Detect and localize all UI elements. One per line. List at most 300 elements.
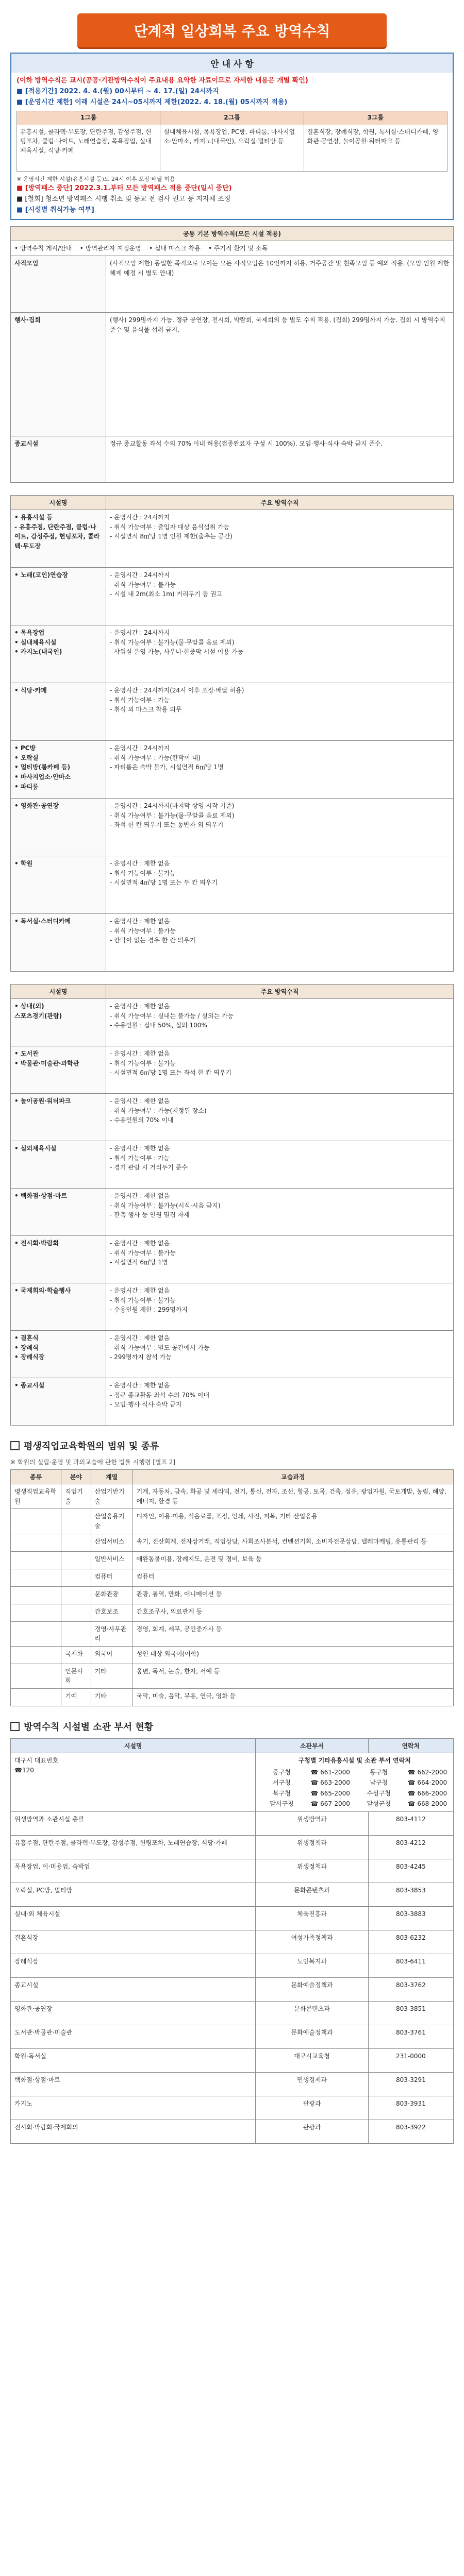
district-name: 수성구청 xyxy=(367,1789,391,1797)
section-title xyxy=(10,1720,454,1733)
phone-cell[interactable]: 803-3291 xyxy=(368,2072,453,2096)
table-row xyxy=(11,1977,454,2001)
facility-cell: 유흥주점, 단란주점, 콜라텍·무도장, 감성주점, 헌팅포차, 노래연습장, 식당·카페 xyxy=(11,1835,256,1859)
field-cell xyxy=(61,1621,91,1646)
table-row xyxy=(11,1930,454,1954)
col-header: 시설명 xyxy=(11,985,106,999)
table-row xyxy=(11,1046,454,1094)
rule-line: - 수용인원 제한 : 299명까지 xyxy=(110,1306,188,1314)
facility-name xyxy=(11,683,106,741)
rule-line: - 운영시간 : 제한 없음 xyxy=(110,1003,170,1010)
facility-rules xyxy=(106,1094,454,1141)
table-row xyxy=(11,1859,454,1883)
facility-name-line: • 노래(코인)연습장 xyxy=(14,571,68,579)
facility-name xyxy=(11,856,106,914)
track-cell: 산업기반기술 xyxy=(91,1484,132,1509)
table-row xyxy=(11,1283,454,1331)
table-row xyxy=(11,2001,454,2025)
course-cell: 웅변, 독서, 논술, 한자, 서예 등 xyxy=(132,1664,453,1688)
table-row xyxy=(11,1621,454,1646)
facility-name-line: • 상내(외) xyxy=(14,1003,44,1010)
district-tel: ☎ 664-2000 xyxy=(407,1779,448,1787)
course-cell: 경영, 회계, 세무, 공인중개사 등 xyxy=(132,1621,453,1646)
facility-cell: 종교시설 xyxy=(11,1977,256,2001)
phone-cell[interactable]: 803-3853 xyxy=(368,1883,453,1906)
rule-line: - 모임·행사·식사·숙박 금지 xyxy=(110,1401,182,1409)
district-tel: ☎ 668-2000 xyxy=(407,1800,448,1808)
facility-name xyxy=(11,1331,106,1378)
facility-rules xyxy=(106,1046,454,1094)
table-row xyxy=(11,1141,454,1189)
rule-line: - 칸막이 없는 경우 한 칸 띄우기 xyxy=(110,937,196,944)
facility-name xyxy=(11,1378,106,1426)
district-name: 북구청 xyxy=(273,1789,291,1797)
table-row xyxy=(11,2025,454,2048)
track-cell: 간호보조 xyxy=(91,1604,132,1621)
course-cell: 속기, 전산회계, 전자상거래, 직업상담, 사회조사분석, 컨벤션기획, 소비자전문상담, 텔레마케팅, 유통관리 등 xyxy=(132,1534,453,1551)
kind-cell xyxy=(11,1604,61,1621)
facility-rules xyxy=(106,510,454,568)
course-cell: 컴퓨터 xyxy=(132,1569,453,1586)
col-header: 분야 xyxy=(61,1470,91,1484)
district-name: 동구청 xyxy=(370,1768,388,1776)
district-tel: ☎ 666-2000 xyxy=(407,1789,448,1797)
rule-line: - 취식 가능여부 : 가능 xyxy=(110,696,170,704)
common-head: 공통 기본 방역수칙(모든 시설 적용) xyxy=(11,226,454,241)
rule-line: - 운영시간 : 24시까지 xyxy=(110,744,170,752)
kind-cell xyxy=(11,1621,61,1646)
dept-cell: 위생정책과 xyxy=(256,1835,368,1859)
notice-youth: ■ [철회] 청소년 방역패스 시행 취소 및 등교 전 검사 권고 등 지자체 조정 xyxy=(16,195,231,203)
course-cell: 간호조무사, 의료관계 등 xyxy=(132,1604,453,1621)
track-cell: 컴퓨터 xyxy=(91,1569,132,1586)
facility-cell: 학원·독서실 xyxy=(11,2048,256,2072)
group-body: 실내체육시설, 목욕장업, PC방, 파티룸, 마사지업소·안마소, 카지노(내국인), 오락실·멀티방 등 xyxy=(163,128,295,145)
row-label: 종교시설 xyxy=(11,436,106,483)
district-tel: ☎ 661-2000 xyxy=(310,1768,350,1776)
rule-line: - 시설 내 2m(최소 1m) 거리두기 등 권고 xyxy=(110,590,223,598)
facility-name-line: • 목욕장업 xyxy=(14,629,45,637)
facility-name-line: • 백화점·상점·마트 xyxy=(14,1192,68,1200)
dept-cell: 여성가족정책과 xyxy=(256,1930,368,1954)
rule-line: - 취식 가능여부 : 불가능 xyxy=(110,927,176,935)
track-cell: 기타 xyxy=(91,1664,132,1688)
phone-cell[interactable]: 803-3883 xyxy=(368,1906,453,1930)
rule-line: - 좌석 한 칸 띄우기 또는 동반자 외 띄우기 xyxy=(110,821,224,829)
table-row xyxy=(11,999,454,1046)
phone-cell[interactable]: 803-6411 xyxy=(368,1954,453,1977)
course-cell: 관광, 통역, 만화, 애니메이션 등 xyxy=(132,1586,453,1604)
col-header: 시설명 xyxy=(11,1738,256,1753)
facility-name xyxy=(11,999,106,1046)
facility-rules xyxy=(106,1331,454,1378)
facility-name-line: • 유흥시설 등 xyxy=(14,514,53,521)
facility-cell: 결혼식장 xyxy=(11,1930,256,1954)
phone-cell[interactable]: 803-3922 xyxy=(368,2120,453,2143)
rule-line: - 운영시간 : 24시까지 xyxy=(110,629,170,637)
facility-name-line: • 도서관 xyxy=(14,1050,39,1058)
dept-cell: 관광과 xyxy=(256,2096,368,2120)
table-row xyxy=(11,1646,454,1664)
rule-line: - 취식 가능여부 : 별도 공간에서 가능 xyxy=(110,1344,210,1351)
kind-cell: 평생직업교육학원 xyxy=(11,1484,61,1509)
dept-cell: 문화예술정책과 xyxy=(256,2025,368,2048)
rule-line: - 수용인원 : 실내 50%, 실외 100% xyxy=(110,1022,207,1029)
facility-cell: 오락실, PC방, 멀티방 xyxy=(11,1883,256,1906)
hotline-label: 대구시 대표번호 xyxy=(14,1756,58,1764)
facility-name-line: • 전시회·박람회 xyxy=(14,1240,59,1247)
rule-line: - 운영시간 : 제한 없음 xyxy=(110,860,170,868)
common-item: • 방역수칙 게시/안내 xyxy=(14,244,72,252)
rule-line: - 운영시간 : 제한 없음 xyxy=(110,1334,170,1342)
table-row xyxy=(11,1551,454,1569)
checkbox-icon xyxy=(10,1722,20,1731)
facility-name xyxy=(11,1094,106,1141)
facility-name xyxy=(11,1283,106,1331)
page-title: 단계적 일상회복 주요 방역수칙 xyxy=(77,13,387,47)
facility-rules xyxy=(106,1378,454,1426)
course-cell: 기계, 자동차, 금속, 화공 및 세라믹, 전기, 통신, 전자, 조선, 항공, 토목, 건축, 섬유, 광업자원, 국토개발, 농림, 해양, 에너지, 환경 등 xyxy=(132,1484,453,1509)
facility-name xyxy=(11,1141,106,1189)
track-cell: 문화관광 xyxy=(91,1586,132,1604)
academy-table xyxy=(10,1469,454,1706)
rule-line: - 운영시간 : 제한 없음 xyxy=(110,1050,170,1058)
phone-cell[interactable]: 803-4212 xyxy=(368,1835,453,1859)
kind-cell xyxy=(11,1534,61,1551)
rule-line: - 취식 가능여부 : 불가능(물·무알콜 음료 제외) xyxy=(110,638,235,646)
table-row xyxy=(11,856,454,914)
dept-cell: 위생정책과 xyxy=(256,1859,368,1883)
facility-cell: 목욕장업, 이·미용업, 숙박업 xyxy=(11,1859,256,1883)
table-row xyxy=(11,741,454,799)
phone-cell[interactable]: 803-4112 xyxy=(368,1811,453,1835)
rule-line: - 취식 가능여부 : 가능(지정된 장소) xyxy=(110,1107,207,1114)
facility-name-line: • 장례식장 xyxy=(14,1353,45,1361)
phone-cell[interactable]: 803-3931 xyxy=(368,2096,453,2120)
rule-line: - 경기 관람 시 거리두기 준수 xyxy=(110,1164,188,1172)
col-header: 교습과정 xyxy=(132,1470,453,1484)
kind-cell xyxy=(11,1664,61,1688)
rule-line: - 샤워실 운영 가능, 사우나·한증막 시설 이용 가능 xyxy=(110,648,243,656)
rule-line: - 취식 가능여부 : 가능(칸막이 내) xyxy=(110,754,201,761)
dept-cell: 문화콘텐츠과 xyxy=(256,1883,368,1906)
facility-table-2 xyxy=(10,984,454,1426)
contact-table xyxy=(10,1738,454,2144)
notice-hours: ■ [운영시간 제한] 이래 시설은 24시~05시까지 제한(2022. 4. 18.(월) 05시까지 적용) xyxy=(16,98,288,106)
kind-cell xyxy=(11,1551,61,1569)
course-cell: 애완동물미용, 장례지도, 운전 및 정비, 보육 등 xyxy=(132,1551,453,1569)
facility-cell: 카지노 xyxy=(11,2096,256,2120)
rule-line: - 시설면적 6㎡당 1명 xyxy=(110,1259,168,1266)
facility-rules xyxy=(106,1141,454,1189)
district-tel: ☎ 663-2000 xyxy=(310,1779,350,1787)
table-row xyxy=(11,1811,454,1835)
facility-rules xyxy=(106,568,454,625)
row-text: (사적모임 제한) 동일한 목적으로 모이는 모든 사적모임은 10인까지 허용. 거주공간 및 친족모임 등 예외 적용. (모임 인원 제한 해제 예정 시 별도 안내) xyxy=(106,256,454,313)
field-cell xyxy=(61,1586,91,1604)
facility-name-line: • 파티룸 xyxy=(14,783,39,790)
facility-name-line: • 결혼식 xyxy=(14,1334,39,1342)
facility-name-line: 스포츠경기(관람) xyxy=(14,1012,62,1020)
track-cell: 일반서비스 xyxy=(91,1551,132,1569)
track-cell: 기타 xyxy=(91,1688,132,1706)
table-row xyxy=(11,914,454,972)
facility-name-line: • 독서실·스터디카페 xyxy=(14,918,71,925)
phone-cell[interactable]: 803-6232 xyxy=(368,1930,453,1954)
facility-cell: 영화관·공연장 xyxy=(11,2001,256,2025)
district-name: 남구청 xyxy=(370,1779,388,1787)
facility-name xyxy=(11,625,106,683)
facility-rules xyxy=(106,683,454,741)
course-cell: 디자인, 이용·미용, 식음료품, 포장, 인쇄, 사진, 피복, 기타 산업응용 xyxy=(132,1509,453,1534)
table-row xyxy=(11,625,454,683)
district-tel: ☎ 662-2000 xyxy=(407,1768,448,1776)
rule-line: - 취식 가능여부 : 불가능 xyxy=(110,581,176,588)
table-row xyxy=(11,2120,454,2143)
rule-line: - 취식 가능여부 : 불가능 xyxy=(110,1296,176,1304)
table-row xyxy=(11,1331,454,1378)
facility-name-line: • 종교시설 xyxy=(14,1382,45,1389)
facility-cell: 백화점·상점·마트 xyxy=(11,2072,256,2096)
kind-cell xyxy=(11,1586,61,1604)
field-cell xyxy=(61,1551,91,1569)
table-row xyxy=(11,568,454,625)
table-row xyxy=(11,1189,454,1236)
table-row xyxy=(11,1664,454,1688)
phone-cell[interactable]: 231-0000 xyxy=(368,2048,453,2072)
district-tel: ☎ 665-2000 xyxy=(310,1789,350,1797)
facility-name xyxy=(11,741,106,799)
rule-line: - 취식 외 마스크 착용 의무 xyxy=(110,706,182,714)
facility-cell: 도서관·박물관·미술관 xyxy=(11,2025,256,2048)
table-row xyxy=(11,1906,454,1930)
dept-cell: 대구시교육청 xyxy=(256,2048,368,2072)
facility-cell: 장례식장 xyxy=(11,1954,256,1977)
facility-name-line: • 국제회의·학술행사 xyxy=(14,1287,71,1295)
rule-line: - 판촉 행사 등 인원 밀집 자제 xyxy=(110,1211,190,1219)
rule-line: - 운영시간 : 24시까지 xyxy=(110,571,170,579)
facility-rules xyxy=(106,914,454,972)
dept-cell: 체육진흥과 xyxy=(256,1906,368,1930)
dept-cell: 문화예술정책과 xyxy=(256,1977,368,2001)
rule-line: - 수용인원의 70% 이내 xyxy=(110,1116,174,1124)
kind-cell xyxy=(11,1569,61,1586)
facility-name xyxy=(11,914,106,972)
district-name: 달서구청 xyxy=(270,1800,294,1808)
facility-name-line: • 학원 xyxy=(14,860,33,868)
rule-line: - 운영시간 : 24시까지(24시 이후 포장·배달 허용) xyxy=(110,687,244,694)
facility-name xyxy=(11,799,106,856)
facility-name xyxy=(11,1046,106,1094)
table-row xyxy=(11,1883,454,1906)
checkbox-icon xyxy=(10,1441,20,1450)
hotline-cell xyxy=(11,1753,256,1811)
notice-food: ■ [시설별 취식가능 여부] xyxy=(16,206,94,214)
facility-rules xyxy=(106,741,454,799)
facility-name xyxy=(11,510,106,568)
dept-cell: 노인복지과 xyxy=(256,1954,368,1977)
track-cell: 산업응용기술 xyxy=(91,1509,132,1534)
table-row xyxy=(11,1835,454,1859)
notice-box xyxy=(10,53,454,220)
phone-cell[interactable]: 803-4245 xyxy=(368,1859,453,1883)
table-row xyxy=(11,510,454,568)
facility-rules xyxy=(106,999,454,1046)
rule-line: - 취식 가능여부 : 가능 xyxy=(110,1154,170,1162)
table-row xyxy=(11,1509,454,1534)
common-item: • 방역관리자 지정운영 xyxy=(79,244,141,252)
group-head: 1그룹 xyxy=(17,111,160,124)
district-cell xyxy=(256,1753,454,1811)
rule-line: - 시설면적 6㎡당 1명 또는 좌석 한 칸 띄우기 xyxy=(110,1069,231,1077)
col-header: 계열 xyxy=(91,1470,132,1484)
phone-cell[interactable]: 803-3761 xyxy=(368,2025,453,2048)
facility-rules xyxy=(106,799,454,856)
table-row xyxy=(11,1604,454,1621)
rule-line: - 취식 가능여부 : 불가능(시식·시음 금지) xyxy=(110,1201,221,1209)
course-cell: 국악, 미술, 음악, 무용, 연극, 영화 등 xyxy=(132,1688,453,1706)
dept-cell: 문화콘텐츠과 xyxy=(256,2001,368,2025)
rule-line: - 299명까지 참석 가능 xyxy=(110,1353,172,1361)
row-label: 사적모임 xyxy=(11,256,106,313)
track-cell: 경영·사무관리 xyxy=(91,1621,132,1646)
col-header: 소관부서 xyxy=(256,1738,368,1753)
col-header: 주요 방역수칙 xyxy=(106,496,454,510)
rule-line: - 운영시간 : 24시까지 xyxy=(110,514,170,521)
rule-line: - 취식 가능여부 : 불가능 xyxy=(110,869,176,877)
facility-name xyxy=(11,1236,106,1283)
phone-cell[interactable]: 803-3851 xyxy=(368,2001,453,2025)
dept-cell: 민생경제과 xyxy=(256,2072,368,2096)
table-row xyxy=(11,2096,454,2120)
section-title xyxy=(10,1439,454,1452)
row-label: 행사·집회 xyxy=(11,313,106,436)
rule-line: - 취식 가능여부 : 출입자 대상 음식섭취 가능 xyxy=(110,523,230,531)
rule-line: - 취식 가능여부 : 불가능 xyxy=(110,1249,176,1257)
track-cell: 외국어 xyxy=(91,1646,132,1664)
facility-name-line: • 영화관·공연장 xyxy=(14,802,59,810)
field-cell xyxy=(61,1569,91,1586)
group-head: 2그룹 xyxy=(160,111,303,124)
field-cell: 인문사회 xyxy=(61,1664,91,1688)
table-row xyxy=(11,2048,454,2072)
section-title-text: 방역수칙 시설별 소관 부서 현황 xyxy=(24,1721,154,1733)
facility-name-line: • 카지노(내국인) xyxy=(14,648,62,656)
course-cell: 성인 대상 외국어(어학) xyxy=(132,1646,453,1664)
field-cell: 국제화 xyxy=(61,1646,91,1664)
facility-name-line: - 유흥주점, 단란주점, 클럽·나이트, 감성주점, 헌팅포차, 콜라텍·무도장 xyxy=(14,523,100,550)
dept-cell: 위생방역과 xyxy=(256,1811,368,1835)
dept-cell: 관광과 xyxy=(256,2120,368,2143)
facility-name-line: • 박물관·미술관·과학관 xyxy=(14,1059,79,1067)
facility-name-line: • 식당·카페 xyxy=(14,687,47,694)
rule-line: - 취식 가능여부 : 불가능(물·무알콜 음료 제외) xyxy=(110,811,235,819)
kind-cell xyxy=(11,1688,61,1706)
rule-line: - 운영시간 : 제한 없음 xyxy=(110,1287,170,1295)
col-header: 종류 xyxy=(11,1470,61,1484)
rule-line: - 파티룸은 숙박 불가, 시설면적 6㎡당 1명 xyxy=(110,764,224,771)
group-head: 3그룹 xyxy=(304,111,447,124)
row-text: (행사) 299명까지 가능. 정규 공연장, 전시회, 박람회, 국제회의 등 별도 수칙 적용. (집회) 299명까지 가능. 집회 시 방역수칙 준수 및 음식물 섭취 금지. xyxy=(106,313,454,436)
section-remark: ※ 학원의 설립·운영 및 과외교습에 관한 법률 시행령 [별표 2] xyxy=(10,1459,176,1466)
facility-name-line: • 장례식 xyxy=(14,1344,39,1351)
common-rules-table xyxy=(10,226,454,483)
facility-cell: 실내·외 체육시설 xyxy=(11,1906,256,1930)
facility-name-line: • 실내체육시설 xyxy=(14,638,57,646)
facility-name xyxy=(11,568,106,625)
table-row xyxy=(11,1569,454,1586)
section-title-text: 평생직업교육학원의 범위 및 종류 xyxy=(24,1441,159,1452)
table-row xyxy=(11,1534,454,1551)
field-cell: 직업기술 xyxy=(61,1484,91,1509)
facility-name-line: • PC방 xyxy=(14,744,36,752)
col-header: 연락처 xyxy=(368,1738,453,1753)
kind-cell xyxy=(11,1646,61,1664)
facility-name-line: • 실외체육시설 xyxy=(14,1145,57,1153)
notice-heading: 안 내 사 항 xyxy=(11,54,453,73)
facility-table-1 xyxy=(10,495,454,972)
table-row xyxy=(11,1378,454,1426)
facility-name-line: • 마사지업소·안마소 xyxy=(14,773,71,781)
rule-line: - 운영시간 : 제한 없음 xyxy=(110,1240,170,1247)
district-grid xyxy=(259,1768,450,1809)
table-row xyxy=(11,1484,454,1509)
row-text: 정규 종교활동 좌석 수의 70% 이내 허용(접종완료자 구성 시 100%). 모임·행사·식사·숙박 금지 준수. xyxy=(106,436,454,483)
table-row xyxy=(11,799,454,856)
rule-line: - 운영시간 : 제한 없음 xyxy=(110,1097,170,1105)
district-name: 서구청 xyxy=(273,1779,291,1787)
field-cell xyxy=(61,1534,91,1551)
col-header: 시설명 xyxy=(11,496,106,510)
rule-line: - 정규 종교활동 좌석 수의 70% 이내 xyxy=(110,1391,209,1399)
facility-rules xyxy=(106,625,454,683)
group-body: 유흥시설, 콜라텍·무도장, 단란주점, 감성주점, 헌팅포차, 클럽·나이트, 노래연습장, 목욕장업, 실내체육시설, 식당·카페 xyxy=(20,128,152,154)
district-name: 달성군청 xyxy=(367,1800,391,1808)
common-item: • 실내 마스크 착용 xyxy=(149,244,201,252)
facility-rules xyxy=(106,1236,454,1283)
table-row xyxy=(11,2072,454,2096)
phone-cell[interactable]: 803-3762 xyxy=(368,1977,453,2001)
rule-line: - 시설면적 8㎡당 1명 인원 제한(춤추는 공간) xyxy=(110,533,233,540)
facility-rules xyxy=(106,1189,454,1236)
facility-rules xyxy=(106,1283,454,1331)
rule-line: - 운영시간 : 제한 없음 xyxy=(110,918,170,925)
facility-rules xyxy=(106,856,454,914)
district-name: 중구청 xyxy=(273,1768,291,1776)
district-note: 구청별 기타유흥시설 및 소관 부서 연락처 xyxy=(298,1756,411,1764)
notice-period: ■ [적용기간] 2022. 4. 4.(월) 00시부터 ~ 4. 17.(일) 24시까지 xyxy=(16,87,219,95)
col-header: 주요 방역수칙 xyxy=(106,985,454,999)
track-cell: 산업서비스 xyxy=(91,1534,132,1551)
table-row xyxy=(11,1954,454,1977)
common-item: • 주기적 환기 및 소독 xyxy=(208,244,268,252)
kind-cell xyxy=(11,1509,61,1534)
table-row xyxy=(11,1688,454,1706)
field-cell: 기예 xyxy=(61,1688,91,1706)
district-tel: ☎ 667-2000 xyxy=(310,1800,350,1808)
notice-note: ※ 운영시간 제한 시설(유흥시설 등)도 24시 이후 포장·배달 허용 xyxy=(16,175,175,182)
hotline-number[interactable]: ☎120 xyxy=(14,1766,34,1774)
notice-line: (이하 방역수칙은 교시(공공·기관방역수칙이 주요내용 요약한 자료이므로 자세한 내용은 개별 확인) xyxy=(16,77,308,84)
table-row xyxy=(11,683,454,741)
field-cell xyxy=(61,1604,91,1621)
notice-pass: ■ [방역패스 중단] 2022.3.1.부터 모든 방역패스 적용 중단(일시 중단) xyxy=(16,184,232,193)
rule-line: - 운영시간 : 24시까지(마지막 상영 시작 기준) xyxy=(110,802,235,810)
facility-name-line: • 멀티방(룸카페 등) xyxy=(14,764,71,771)
facility-cell: 전시회·박람회·국제회의 xyxy=(11,2120,256,2143)
group-body: 결혼식장, 장례식장, 학원, 독서실·스터디카페, 영화관·공연장, 놀이공원·워터파크 등 xyxy=(307,128,439,145)
group-grid xyxy=(16,111,448,171)
